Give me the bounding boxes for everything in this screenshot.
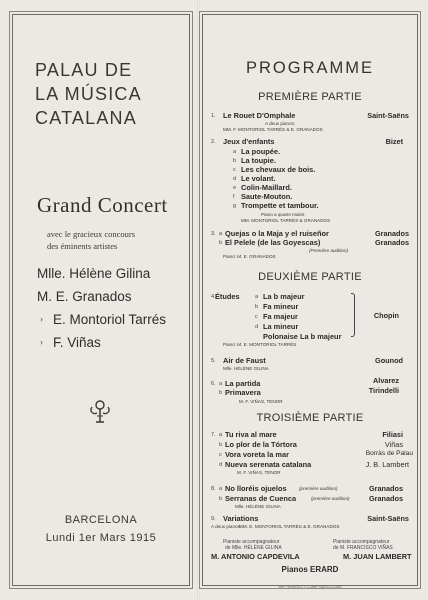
composer: Saint-Saëns	[367, 514, 409, 523]
composer: Granados	[374, 238, 409, 247]
part-heading-1: PREMIÈRE PARTIE	[258, 91, 362, 103]
sub-letter: f	[233, 194, 235, 200]
sub-piece: Le volant.	[241, 174, 276, 183]
sub-letter: a	[255, 294, 259, 300]
event-title: Grand Concert	[37, 193, 168, 217]
sub-letter: d	[255, 324, 259, 330]
sub-piece: Les chevaux de bois.	[241, 165, 316, 174]
sub-piece: Quejas o la Maja y el ruiseñor	[225, 229, 329, 238]
sub-letter: e	[233, 185, 237, 191]
sub-letter: d	[233, 176, 237, 182]
sub-letter: c	[219, 452, 222, 458]
composer: Alvarez	[373, 376, 399, 385]
composer: Filiasi	[382, 430, 403, 439]
sub-piece: Serranas de Cuenca	[225, 494, 297, 503]
grouping-brace	[351, 293, 355, 337]
premiere-annotation: (première audition)	[299, 486, 338, 491]
sub-letter: d	[219, 462, 223, 468]
composer: Tirindelli	[368, 386, 399, 395]
sub-letter: a	[219, 432, 223, 438]
sub-piece: La poupée.	[241, 147, 281, 156]
sub-piece: Vora voreta la mar	[225, 450, 289, 459]
item-number: 3.	[211, 231, 216, 237]
item-number: 4.	[211, 294, 216, 300]
sub-letter: b	[219, 240, 223, 246]
artist-granados: M. E. Granados	[37, 289, 132, 304]
item-number: 5.	[211, 358, 216, 364]
item-number: 2.	[211, 139, 216, 145]
cover-title-line-1: PALAU DE	[35, 60, 133, 80]
piano-maker: Pianos ERARD	[281, 565, 339, 574]
piece-title: Jeux d'enfants	[223, 137, 275, 146]
page-fold	[197, 0, 200, 600]
sub-piece: La mineur	[263, 322, 299, 331]
performance-note: Piano a quatre mains	[261, 212, 305, 217]
performers: MM. F. MONTORIOL TARRÉS & E. GRANADOS	[223, 127, 323, 132]
accompanist-role: Pianiste accompagnateur	[333, 539, 390, 545]
sub-letter: b	[219, 496, 223, 502]
premiere-annotation: (Première audition)	[309, 248, 349, 253]
palau-monogram-icon	[87, 398, 113, 428]
sub-piece: La b majeur	[263, 292, 305, 301]
sub-piece: La toupie.	[241, 156, 276, 165]
performers: M. F. VIÑAS, TENOR	[239, 399, 283, 404]
accompanist-for: de M. FRANCISCO VIÑAS	[333, 545, 393, 551]
subtitle-line-1: avec le gracieux concours	[47, 229, 136, 239]
item-number: 9.	[211, 516, 216, 522]
cover-title-line-2: LA MÚSICA	[35, 84, 142, 104]
sub-letter: a	[219, 486, 223, 492]
city: BARCELONA	[64, 514, 138, 526]
piece-title: Air de Faust	[223, 356, 266, 365]
sub-letter: a	[233, 149, 237, 155]
piece-title: Études	[215, 292, 240, 301]
sub-letter: a	[219, 231, 223, 237]
item-number: 6.	[211, 381, 216, 387]
sub-piece: La partida	[225, 379, 261, 388]
performance-note: A deux pianos:	[211, 524, 242, 529]
performers: Piano: M. E. MONTORIOL TARRÉS	[223, 342, 297, 347]
sub-piece: Tu riva al mare	[225, 430, 277, 439]
bullet-mark: ›	[40, 337, 43, 347]
subtitle-line-2: des éminents artistes	[47, 241, 118, 251]
accompanist-name: M. JUAN LAMBERT	[343, 552, 412, 561]
sub-letter: b	[233, 158, 237, 164]
item-number: 1.	[211, 113, 216, 119]
sub-letter: b	[219, 442, 223, 448]
accompanist-role: Pianiste accompagnateur	[223, 539, 280, 545]
composer: Granados	[368, 494, 403, 503]
sub-piece: Lo plor de la Tórtora	[225, 440, 297, 449]
cover-title-line-3: CATALANA	[35, 108, 137, 128]
printer-imprint: IMP. HENRICH Y COMP. BARCELONA	[278, 585, 342, 589]
sub-letter: c	[233, 167, 236, 173]
performers: Piano: M. E. GRANADOS	[223, 254, 276, 259]
composer: Chopin	[373, 311, 399, 320]
programme-panel	[202, 14, 418, 589]
accompanist-name: M. ANTONIO CAPDEVILA	[211, 552, 300, 561]
performers: M. F. VIÑAS, TENOR	[237, 470, 281, 475]
programme-title: PROGRAMME	[245, 59, 374, 77]
sub-piece: Fa majeur	[263, 312, 298, 321]
bullet-mark: ›	[40, 314, 43, 324]
composer: Granados	[368, 484, 403, 493]
piece-title: Le Rouet D'Omphale	[223, 111, 296, 120]
performers: Mlle. HÉLÈNE GILINA	[223, 366, 269, 371]
composer: Granados	[374, 229, 409, 238]
sub-letter: b	[255, 304, 259, 310]
accompanist-for: de Mlle. HÉLÈNE GILINA	[225, 545, 282, 551]
sub-letter: b	[219, 390, 223, 396]
sub-piece: Trompette et tambour.	[241, 201, 319, 210]
sub-letter: a	[219, 381, 223, 387]
sub-letter: g	[233, 203, 237, 209]
composer: Viñas	[384, 440, 403, 449]
cover-panel	[12, 14, 190, 586]
sub-piece: Primavera	[225, 388, 261, 397]
premiere-annotation: (première audition)	[311, 496, 350, 501]
sub-piece: No lloréis ojuelos	[225, 484, 287, 493]
sub-piece: Fa mineur	[263, 302, 299, 311]
sub-piece: Nueva serenata catalana	[225, 460, 312, 469]
performers: MM. MONTORIOL TARRÉS & GRANADOS	[241, 218, 331, 223]
performance-note: A deux pianos:	[265, 121, 296, 126]
sub-piece: Saute-Mouton.	[241, 192, 293, 201]
performers: MM. E. MONTORIOL TARRÉS & E. GRANADOS	[239, 524, 340, 529]
composer: J. B. Lambert	[365, 460, 409, 469]
part-heading-2: DEUXIÈME PARTIE	[258, 271, 362, 283]
item-number: 8.	[211, 486, 216, 492]
concert-date: Lundi 1er Mars 1915	[45, 532, 157, 544]
sub-piece: Colin-Maillard.	[241, 183, 292, 192]
artist-gilina: Mlle. Hélène Gilina	[37, 266, 151, 281]
artist-montoriol: E. Montoriol Tarrés	[53, 312, 167, 327]
composer: Bizet	[385, 137, 403, 146]
sub-piece: Polonaise La b majeur	[263, 332, 342, 341]
sub-piece: El Pelele (de las Goyescas)	[225, 238, 321, 247]
item-number: 7.	[211, 432, 216, 438]
composer: Saint-Saëns	[367, 111, 409, 120]
artist-vinas: F. Viñas	[53, 335, 101, 350]
piece-title: Variations	[223, 514, 259, 523]
sub-letter: c	[255, 314, 258, 320]
composer: Borràs de Palau	[365, 450, 413, 457]
composer: Gounod	[375, 356, 403, 365]
performers: Mlle. HÉLÈNE GILINA	[235, 504, 281, 509]
part-heading-3: TROISIÈME PARTIE	[256, 412, 364, 424]
